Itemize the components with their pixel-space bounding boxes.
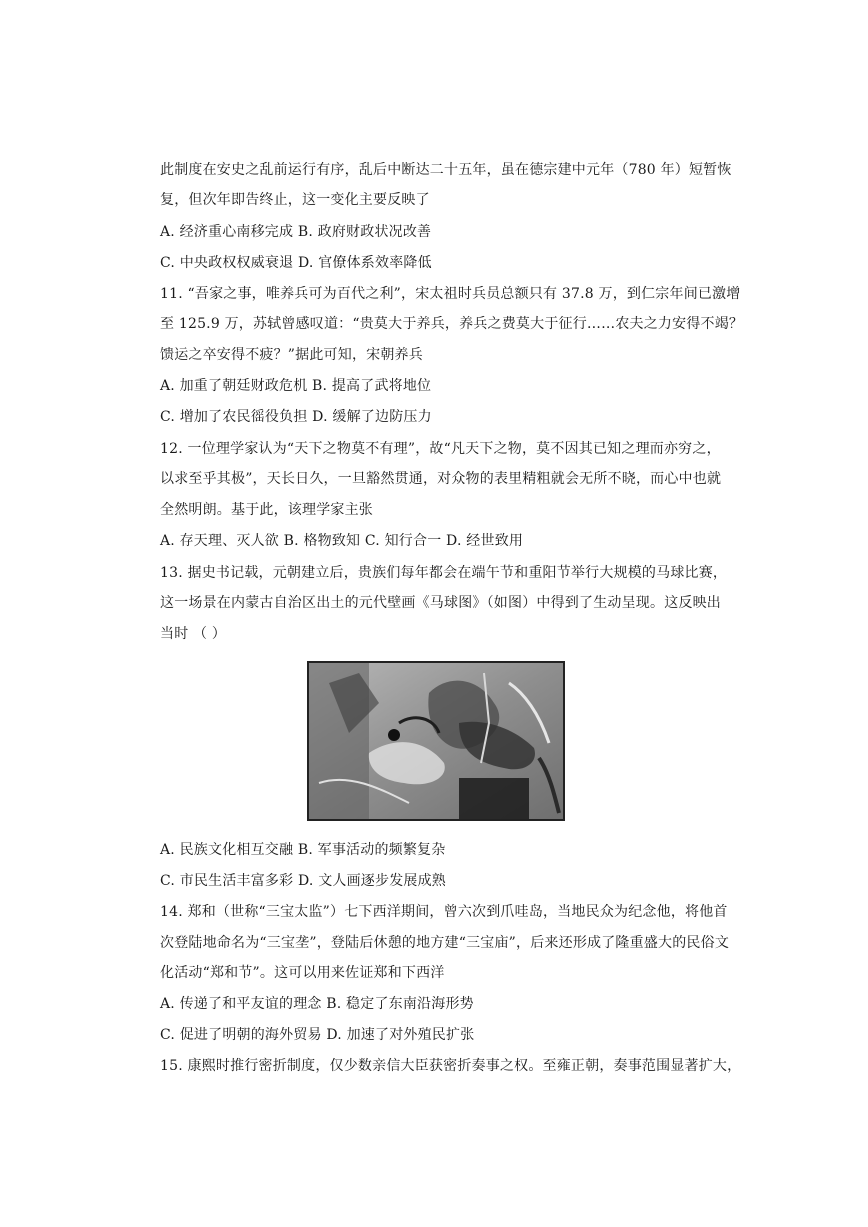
text-line: 当时 （ ） [160,626,227,642]
text-line: 以求至乎其极”，天长日久，一旦豁然贯通，对众物的表里精粗就会无所不晓，而心中也就 [160,471,722,487]
text-line: 次登陆地命名为“三宝垄”，登陆后休憩的地方建“三宝庙”，后来还形成了隆重盛大的民俗文 [160,935,730,951]
question-12-line: 12. 一位理学家认为“天下之物莫不有理”，故“凡天下之物，莫不因其已知之理而亦穷之， [160,441,721,457]
text-line: 这一场景在内蒙古自治区出土的元代壁画《马球图》（如图）中得到了生动呈现。这反映出 [160,595,721,611]
text-line: 化活动“郑和节”。这可以用来佐证郑和下西洋 [160,965,445,981]
option-line: A. 民族文化相互交融 B. 军事活动的频繁复杂 [160,842,446,858]
option-line: A. 加重了朝廷财政危机 B. 提高了武将地位 [160,378,432,394]
option-line: C. 促进了明朝的海外贸易 D. 加速了对外殖民扩张 [160,1027,475,1043]
text-line: 至 125.9 万，苏轼曾感叹道：“贵莫大于养兵，养兵之费莫大于征行……农夫之力安得不竭？ [160,316,744,332]
question-11-line: 11. “吾家之事，唯养兵可为百代之利”，宋太祖时兵员总额只有 37.8 万，到仁宗年间已激增 [160,286,741,302]
option-line: C. 中央政权权威衰退 D. 官僚体系效率降低 [160,255,432,271]
option-line: C. 市民生活丰富多彩 D. 文人画逐步发展成熟 [160,873,446,889]
option-line: A. 传递了和平友谊的理念 B. 稳定了东南沿海形势 [160,996,474,1012]
text-line: 馈运之卒安得不疲？”据此可知，宋朝养兵 [160,347,423,363]
polo-mural-image [307,661,565,821]
question-14-line: 14. 郑和（世称“三宝太监”）七下西洋期间，曾六次到爪哇岛，当地民众为纪念他，将他首 [160,904,728,920]
text-line: 复，但次年即告终止，这一变化主要反映了 [160,192,430,208]
question-15-line: 15. 康熙时推行密折制度，仅少数亲信大臣获密折奏事之权。至雍正朝，奏事范围显著扩大， [160,1058,742,1074]
question-13-line: 13. 据史书记载，元朝建立后，贵族们每年都会在端午节和重阳节举行大规模的马球比赛， [160,565,728,581]
option-line: A. 经济重心南移完成 B. 政府财政状况改善 [160,224,432,240]
text-line: 全然明朗。基于此，该理学家主张 [160,502,373,518]
text-line: 此制度在安史之乱前运行有序，乱后中断达二十五年，虽在德宗建中元年（780 年）短暂恢 [160,162,732,178]
option-line: A. 存天理、灭人欲 B. 格物致知 C. 知行合一 D. 经世致用 [160,533,524,549]
option-line: C. 增加了农民徭役负担 D. 缓解了边防压力 [160,409,432,425]
